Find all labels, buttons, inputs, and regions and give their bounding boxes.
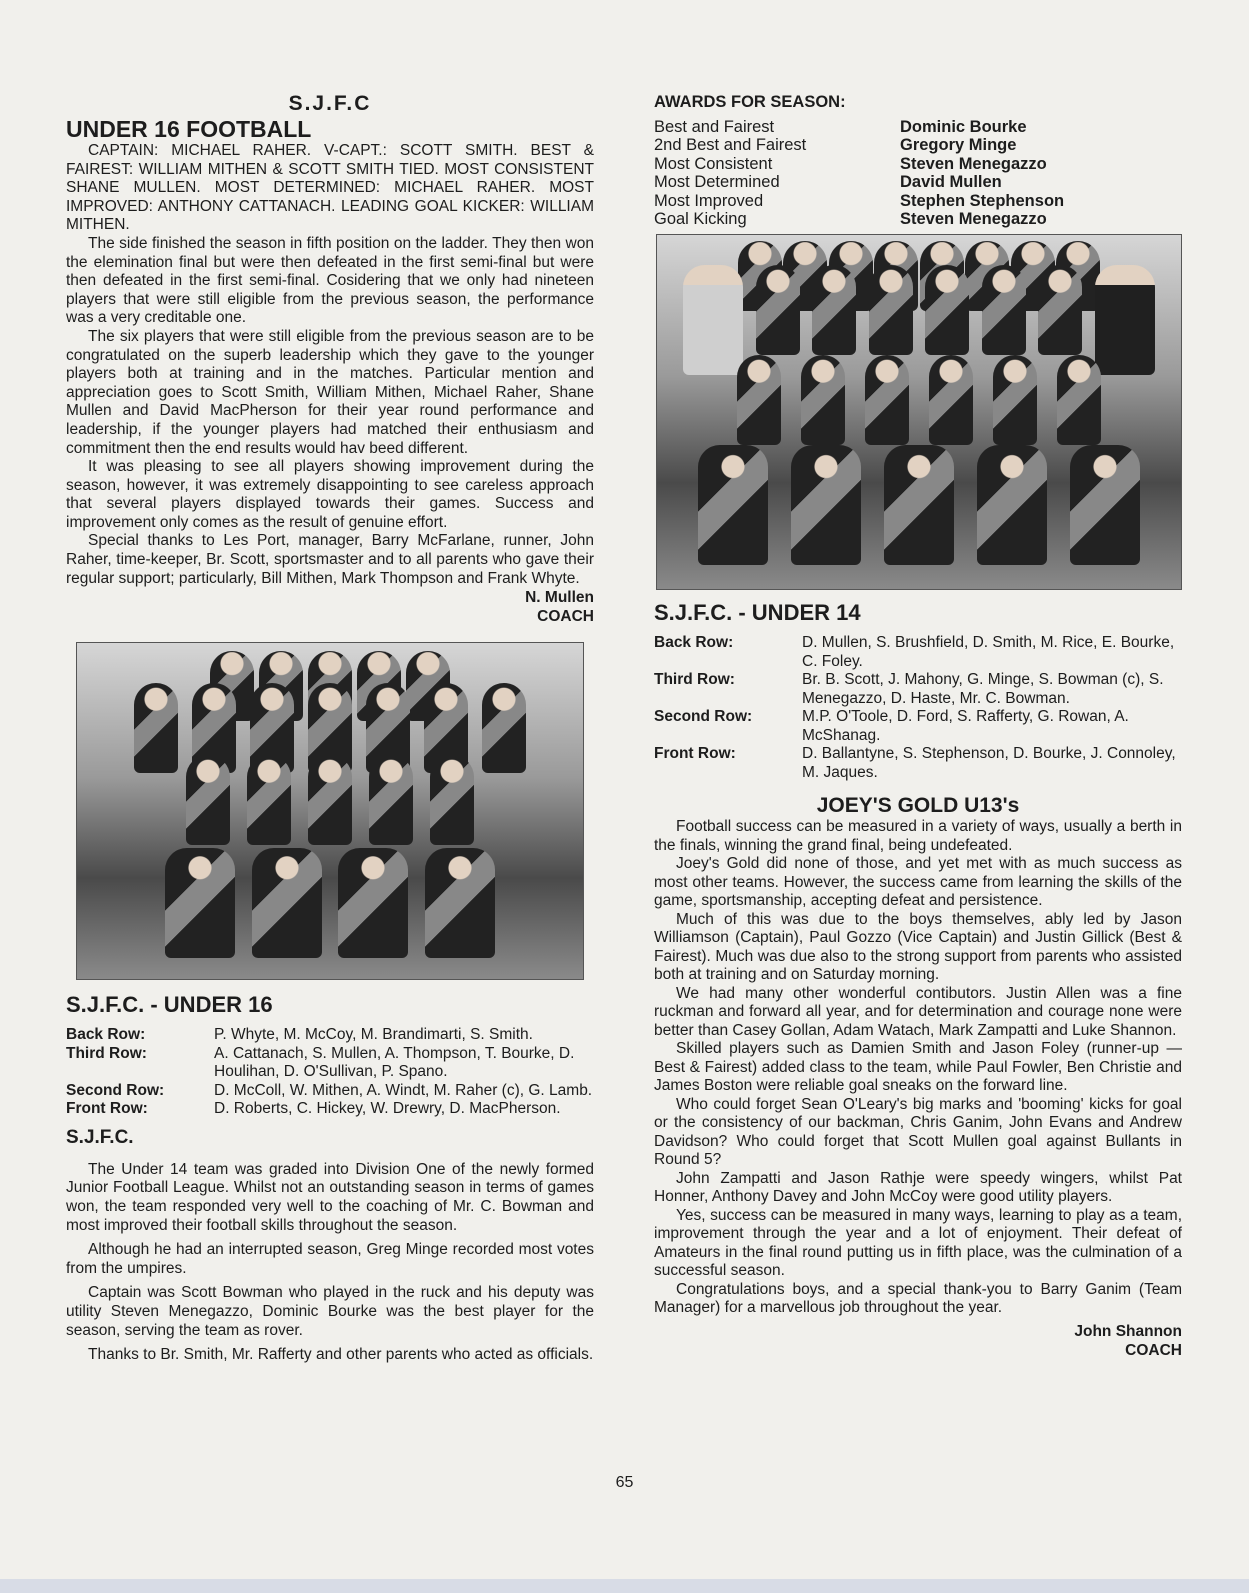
right-column	[654, 92, 1182, 1360]
award-winner: Stephen Stephenson	[900, 191, 1065, 210]
club-heading: S.J.F.C	[288, 92, 372, 115]
under14-report	[66, 1161, 594, 1365]
under16-report	[66, 142, 594, 588]
roster-row-label: Second Row:	[654, 708, 753, 726]
awards-title: AWARDS FOR SEASON:	[654, 93, 846, 111]
joeys-gold-title: JOEY'S GOLD U13's	[816, 794, 1020, 818]
coach-signature-name: N. Mullen	[525, 589, 594, 607]
coach-signature-name: John Shannon	[1074, 1322, 1182, 1340]
coach-signature-role: COACH	[537, 608, 594, 626]
report-paragraph: CAPTAIN: MICHAEL RAHER. V-CAPT.: SCOTT SMITH. BEST & FAIREST: WILLIAM MITHEN & SCOTT SMITH TIED. MOST CONSISTENT SHANE MULLEN. MOST DETERMINED: MICHAEL RAHER. MOST IMPROVED: ANTHONY CATTANACH. LEADING GOAL KICKER: WILLIAM MITHEN.	[66, 142, 594, 234]
award-name: Most Consistent	[654, 154, 773, 173]
report-paragraph: Although he had an interrupted season, Greg Minge recorded most votes from the umpires.	[66, 1241, 594, 1277]
award-winner: Steven Menegazzo	[900, 210, 1047, 229]
roster-row-names: D. Mullen, S. Brushfield, D. Smith, M. Rice, E. Bourke, C. Foley.	[802, 634, 1175, 670]
left-column	[66, 92, 594, 1371]
report-paragraph: Much of this was due to the boys themselves, ably led by Jason Williamson (Captain), Paul Gozzo (Vice Captain) and Justin Gillick (Best & Fairest). Much was due also to the strong support from parents who assisted both at training and on Saturday morning.	[654, 910, 1182, 984]
roster-row-names: M.P. O'Toole, D. Ford, S. Rafferty, G. Rowan, A. McShanag.	[802, 708, 1129, 744]
report-paragraph: Special thanks to Les Port, manager, Barry McFarlane, runner, John Raher, time-keeper, Br. Scott, sportsmaster and to all parents who gave their regular support; particularly, Bill Mithen, Mark Thompson and Frank Whyte.	[66, 532, 594, 587]
award-name: Most Determined	[654, 173, 780, 192]
roster-row-label: Third Row:	[66, 1044, 147, 1062]
report-paragraph: Thanks to Br. Smith, Mr. Rafferty and other parents who acted as officials.	[88, 1346, 594, 1364]
report-paragraph: John Zampatti and Jason Rathje were speedy wingers, whilst Pat Honner, Anthony Davey and John McCoy were good utility players.	[654, 1169, 1182, 1206]
award-name: Goal Kicking	[654, 210, 747, 229]
award-name: Best and Fairest	[654, 118, 775, 136]
under14-caption-title: S.J.F.C. - UNDER 14	[654, 600, 861, 626]
report-paragraph: Skilled players such as Damien Smith and Jason Foley (runner-up — Best & Fairest) added class to the team, while Paul Fowler, Ben Christie and James Boston were reliable goal sneaks on the forward line.	[654, 1040, 1182, 1095]
report-paragraph: The Under 14 team was graded into Division One of the newly formed Junior Football League. Whilst not an outstanding season in terms of games won, the team responded very well to the coaching of Mr. C. Bowman and most improved their football skills throughout the season.	[66, 1160, 594, 1234]
award-winner: Steven Menegazzo	[900, 154, 1047, 173]
report-paragraph: Football success can be measured in a variety of ways, usually a berth in the finals, winning the grand final, being undefeated.	[654, 818, 1182, 854]
award-name: Most Improved	[654, 191, 764, 210]
award-name: 2nd Best and Fairest	[654, 136, 807, 155]
roster-row-names: D. McColl, W. Mithen, A. Windt, M. Raher (c), G. Lamb.	[214, 1081, 593, 1099]
under16-title: UNDER 16 FOOTBALL	[66, 116, 312, 142]
award-winner: Dominic Bourke	[900, 118, 1027, 136]
joeys-gold-report	[654, 818, 1182, 1318]
roster-row-label: Front Row:	[66, 1100, 148, 1118]
roster-row-names: D. Roberts, C. Hickey, W. Drewry, D. MacPherson.	[214, 1100, 561, 1118]
coach-signature-role: COACH	[1125, 1341, 1182, 1359]
page-number: 65	[615, 1474, 634, 1491]
roster-row-label: Third Row:	[654, 671, 735, 689]
under14-team-photo	[656, 234, 1182, 590]
roster-row-names: Br. B. Scott, J. Mahony, G. Minge, S. Bowman (c), S. Menegazzo, D. Haste, Mr. C. Bowman.	[802, 671, 1164, 707]
under16-roster	[66, 1026, 594, 1119]
awards-list	[654, 118, 1182, 228]
report-paragraph: Congratulations boys, and a special thank-you to Barry Ganim (Team Manager) for a marvellous job throughout the year.	[654, 1280, 1182, 1317]
report-paragraph: Who could forget Sean O'Leary's big marks and 'booming' kicks for goal or the consistency of our backman, Chris Ganim, John Evans and Andrew Davidson? Who could forget that Scott Mullen goal against Bullants in Round 5?	[654, 1095, 1182, 1169]
under14-club-heading: S.J.F.C.	[66, 1126, 134, 1148]
roster-row-label: Second Row:	[66, 1081, 165, 1099]
roster-row-names: P. Whyte, M. McCoy, M. Brandimarti, S. Smith.	[214, 1026, 533, 1044]
report-paragraph: The six players that were still eligible from the previous season are to be congratulated on the superb leadership which they gave to the younger players both at training and in the matches. Particular mention and appreciation goes to Scott Smith, William Mithen, Michael Raher, Shane Mullen and David MacPherson for their year round performance and leadership, if the younger players had matched their enthusiasm and commitment then the end results would hav beed different.	[66, 327, 594, 457]
roster-row-label: Back Row:	[66, 1026, 146, 1044]
report-paragraph: Joey's Gold did none of those, and yet met with as much success as most other teams. However, the success came from learning the skills of the game, sportsmanship, accepting defeat and persistence.	[654, 855, 1182, 910]
report-paragraph: The side finished the season in fifth position on the ladder. They then won the elemination final but were then defeated in the first semi-final but were then defeated in the first semi-final. Cosidering that we only had nineteen players that were still eligible from the previous season, the performance was a very creditable one.	[66, 234, 594, 327]
award-winner: David Mullen	[900, 173, 1002, 192]
report-paragraph: It was pleasing to see all players showing improvement during the season, however, it was extremely disappointing to see careless approach that several players displayed towards their games. Success and improvement only comes as the result of genuine effort.	[66, 458, 594, 531]
scan-edge	[0, 1579, 1249, 1593]
roster-row-names: A. Cattanach, S. Mullen, A. Thompson, T. Bourke, D. Houlihan, D. O'Sullivan, P. Spano.	[214, 1044, 575, 1081]
roster-row-names: D. Ballantyne, S. Stephenson, D. Bourke, J. Connoley, M. Jaques.	[802, 745, 1176, 781]
under16-team-photo	[76, 642, 584, 980]
report-paragraph: We had many other wonderful contibutors. Justin Allen was a fine ruckman and forward all year, and for determination and courage none were better than Casey Gollan, Adam Watach, Mark Zampatti and Luke Shannon.	[654, 984, 1182, 1039]
report-paragraph: Captain was Scott Bowman who played in the ruck and his deputy was utility Steven Menegazzo, Dominic Bourke was the best player for the season, serving the team as rover.	[66, 1284, 594, 1339]
roster-row-label: Front Row:	[654, 745, 736, 763]
under16-caption-title: S.J.F.C. - UNDER 16	[66, 992, 273, 1018]
roster-row-label: Back Row:	[654, 634, 734, 652]
report-paragraph: Yes, success can be measured in many ways, learning to play as a team, improvement through the year and a lot of enjoyment. Their defeat of Amateurs in the final round putting us in fifth place, was the culmination of a successful season.	[654, 1206, 1182, 1280]
award-winner: Gregory Minge	[900, 136, 1017, 155]
under14-roster	[654, 634, 1182, 782]
